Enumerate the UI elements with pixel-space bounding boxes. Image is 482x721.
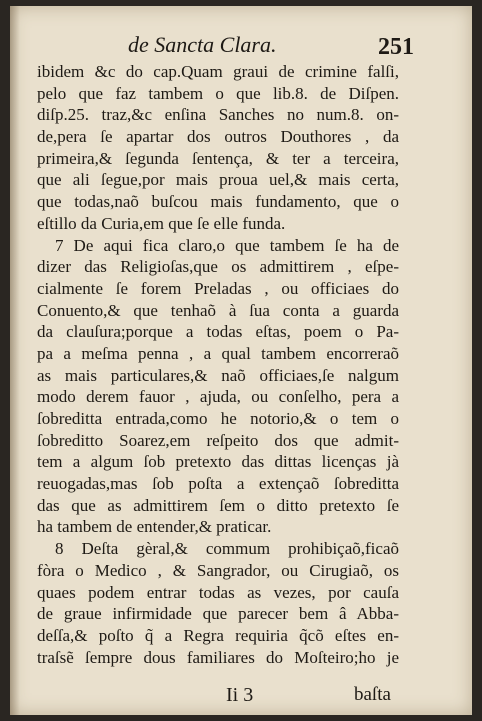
text-line: fòra o Medico , & Sangrador, ou Cirugiaõ, os	[37, 560, 399, 580]
text-line: que ali ſegue,por mais proua uel,& mais certa,	[37, 170, 399, 190]
text-line: deſſa,& poſto q̃ a Regra requiria q̃cõ eſtes en-	[37, 625, 399, 645]
text-line: modo derem fauor , ajuda, ou conſelho, pera a	[37, 387, 399, 407]
text-line: dizer das Religioſas,que os admittirem , eſpe-	[37, 257, 399, 277]
text-line: quaes podem entrar todas as vezes, por cauſa	[37, 582, 399, 602]
text-line: ſobreditta entrada,como he notorio,& o tem o	[37, 409, 399, 428]
text-line: que todas,naõ buſcou mais fundamento, que o	[37, 192, 399, 212]
paragraph-7-start: 7 De aqui fica claro,o que tambem ſe ha de	[55, 235, 399, 255]
text-line: as mais particulares,& naõ officiaes,ſe nalgum	[37, 365, 399, 385]
paragraph-8-start: 8 Deſta gèral,& commum prohibiçaõ,ficaõ	[55, 539, 399, 559]
running-title: de Sancta Clara.	[128, 32, 277, 57]
text-line: traſsẽ ſempre dous familiares do Moſteiro;ho je	[37, 647, 399, 667]
body-text	[37, 61, 399, 668]
text-line: primeira,& ſegunda ſentença, & ter a terceira,	[37, 148, 399, 168]
text-line: pa a meſma penna , a qual tambem encorreraõ	[37, 343, 399, 363]
signature-mark: Ii 3	[226, 684, 254, 706]
running-head	[10, 32, 472, 60]
text-line: reuogadas,mas ſob poſta a extençaõ ſobreditta	[37, 474, 399, 494]
text-line: de graue infirmidade que parecer bem â Abba-	[37, 604, 399, 624]
page-number: 251	[378, 34, 414, 60]
text-line: tem a algum ſob pretexto das dittas licenças jà	[37, 452, 399, 472]
book-page	[10, 6, 472, 715]
page-footer	[10, 684, 472, 710]
text-line: cialmente ſe forem Preladas , ou officiaes do	[37, 278, 399, 298]
text-line: ha tambem de entender,& praticar.	[37, 517, 272, 537]
text-line: de,pera ſe apartar dos outros Douthores , da	[37, 127, 399, 147]
text-line: ſobreditto Soarez,em reſpeito dos que admit-	[37, 430, 399, 450]
text-line: das que as admittirem ſem o ditto pretexto ſe	[37, 495, 399, 515]
text-line: Conuento,& que tenhaõ à ſua conta a guarda	[37, 300, 399, 320]
text-line: ibidem &c do cap.Quam graui de crimine falſi,	[37, 62, 399, 81]
catchword: baſta	[354, 684, 391, 705]
text-line: da clauſura;porque a todas eſtas, poem o Pa-	[37, 322, 399, 342]
text-line: pelo que faz tambem o que lib.8. de Diſpen.	[37, 83, 399, 103]
text-line: eſtillo da Curia,em que ſe elle funda.	[37, 213, 286, 233]
text-line: diſp.25. traz,&c enſina Sanches no num.8. on-	[37, 105, 399, 125]
